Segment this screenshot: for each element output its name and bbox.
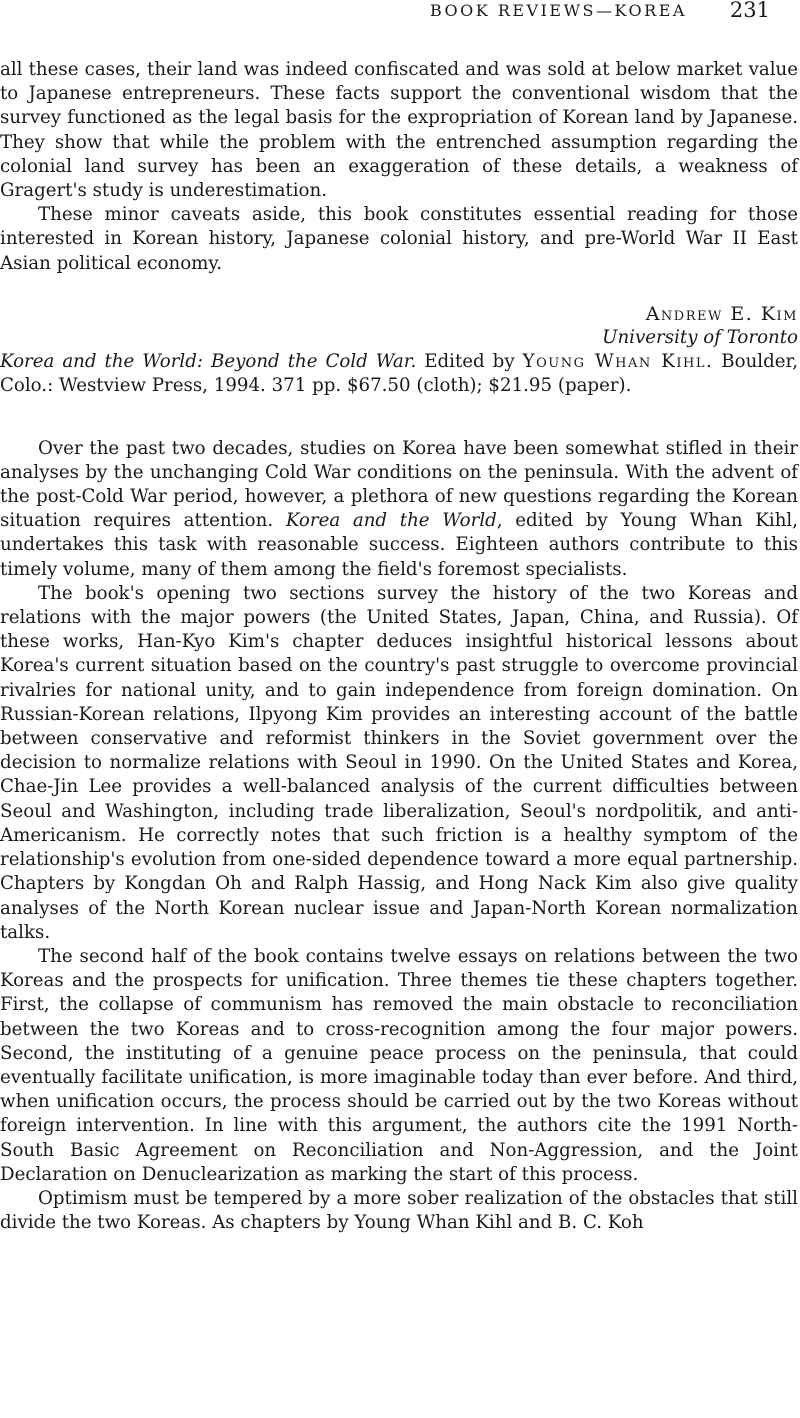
book-editor: Young Whan Kihl.: [522, 351, 714, 373]
paragraph: Optimism must be tempered by a more sober realization of the obstacles that still divide the two Koreas. As chapters by Young Whan Kihl and B. C. Koh: [0, 1187, 798, 1234]
reviewer-signature: [0, 302, 798, 350]
reviewer-affiliation: University of Toronto: [602, 327, 798, 349]
running-head: BOOK REVIEWS—KOREA: [430, 1, 687, 20]
paragraph: These minor caveats aside, this book constitutes essential reading for those interested in Korean history, Japanese colonial history, and pre-World War II East Asian political economy.: [0, 204, 798, 274]
publication-details: Boulder, Colo.: Westview Press, 1994. 371 pp. $67.50 (cloth); $21.95 (paper).: [0, 351, 798, 397]
book-citation: [0, 350, 798, 398]
paragraph: [0, 437, 798, 582]
page-body: [0, 58, 798, 1235]
review-body: [0, 437, 798, 1236]
reviewer-name: Andrew E. Kim: [645, 302, 798, 325]
paragraph: The second half of the book contains twelve essays on relations between the two Koreas and the prospects for unification. Three themes tie these chapters together. First, the collapse of communism has removed the main obstacle to reconciliation between the two Koreas and to cross-recognition among the four major powers. Second, the instituting of a genuine peace process on the peninsula, that could eventually facilitate unification, is more imaginable today than ever before. And third, when unification occurs, the process should be carried out by the two Koreas without foreign intervention. In line with this argument, the authors cite the 1991 North-South Basic Agreement on Reconciliation and Non-Aggression, and the Joint Declaration on Denuclearization as marking the start of this process.: [0, 945, 798, 1185]
paragraph: The book's opening two sections survey the history of the two Koreas and relations with the major powers (the United States, Japan, China, and Russia). Of these works, Han-Kyo Kim's chapter deduces insightful historical lessons about Korea's current situation based on the country's past struggle to overcome provincial rivalries for national unity, and to gain independence from foreign domination. On Russian-Korean relations, Ilpyong Kim provides an interesting account of the battle between conservative and reformist thinkers in the Soviet government over the decision to normalize relations with Seoul in 1990. On the United States and Korea, Chae-Jin Lee provides a well-balanced analysis of the current difficulties between Seoul and Washington, including trade liberalization, Seoul's nordpolitik, and anti-Americanism. He correctly notes that such friction is a healthy symptom of the relationship's evolution from one-sided dependence toward a more equal partnership. Chapters by Kongdan Oh and Ralph Hassig, and Hong Nack Kim also give quality analyses of the North Korean nuclear issue and Japan-North Korean normalization talks.: [0, 582, 798, 943]
paragraph-text: , edited by Young Whan Kihl, undertakes this task with reasonable success. Eighteen authors contribute to this timely volume, many of them among the field's foremost specialists.: [0, 510, 799, 580]
page-number: 231: [729, 0, 770, 22]
previous-review-ending: [0, 58, 798, 350]
page-header: [0, 0, 800, 40]
edited-by-label: Edited by: [424, 351, 515, 373]
paragraph: all these cases, their land was indeed confiscated and was sold at below market value to Japanese entrepreneurs. These facts support the conventional wisdom that the survey functioned as the legal basis for the expropriation of Korean land by Japanese. They show that while the problem with the entrenched assumption regarding the colonial land survey has been an exaggeration of these details, a weakness of Gragert's study is underestimation.: [0, 59, 798, 202]
book-title: Korea and the World: Beyond the Cold War.: [0, 351, 417, 373]
inline-book-title: Korea and the World: [285, 510, 497, 532]
paragraph-text: Over the past two decades, studies on Korea have been somewhat stifled in their analyses by the unchanging Cold War conditions on the peninsula. With the advent of the post-Cold War period, however, a plethora of new questions regarding the Korean situation requires attention.: [0, 437, 798, 532]
